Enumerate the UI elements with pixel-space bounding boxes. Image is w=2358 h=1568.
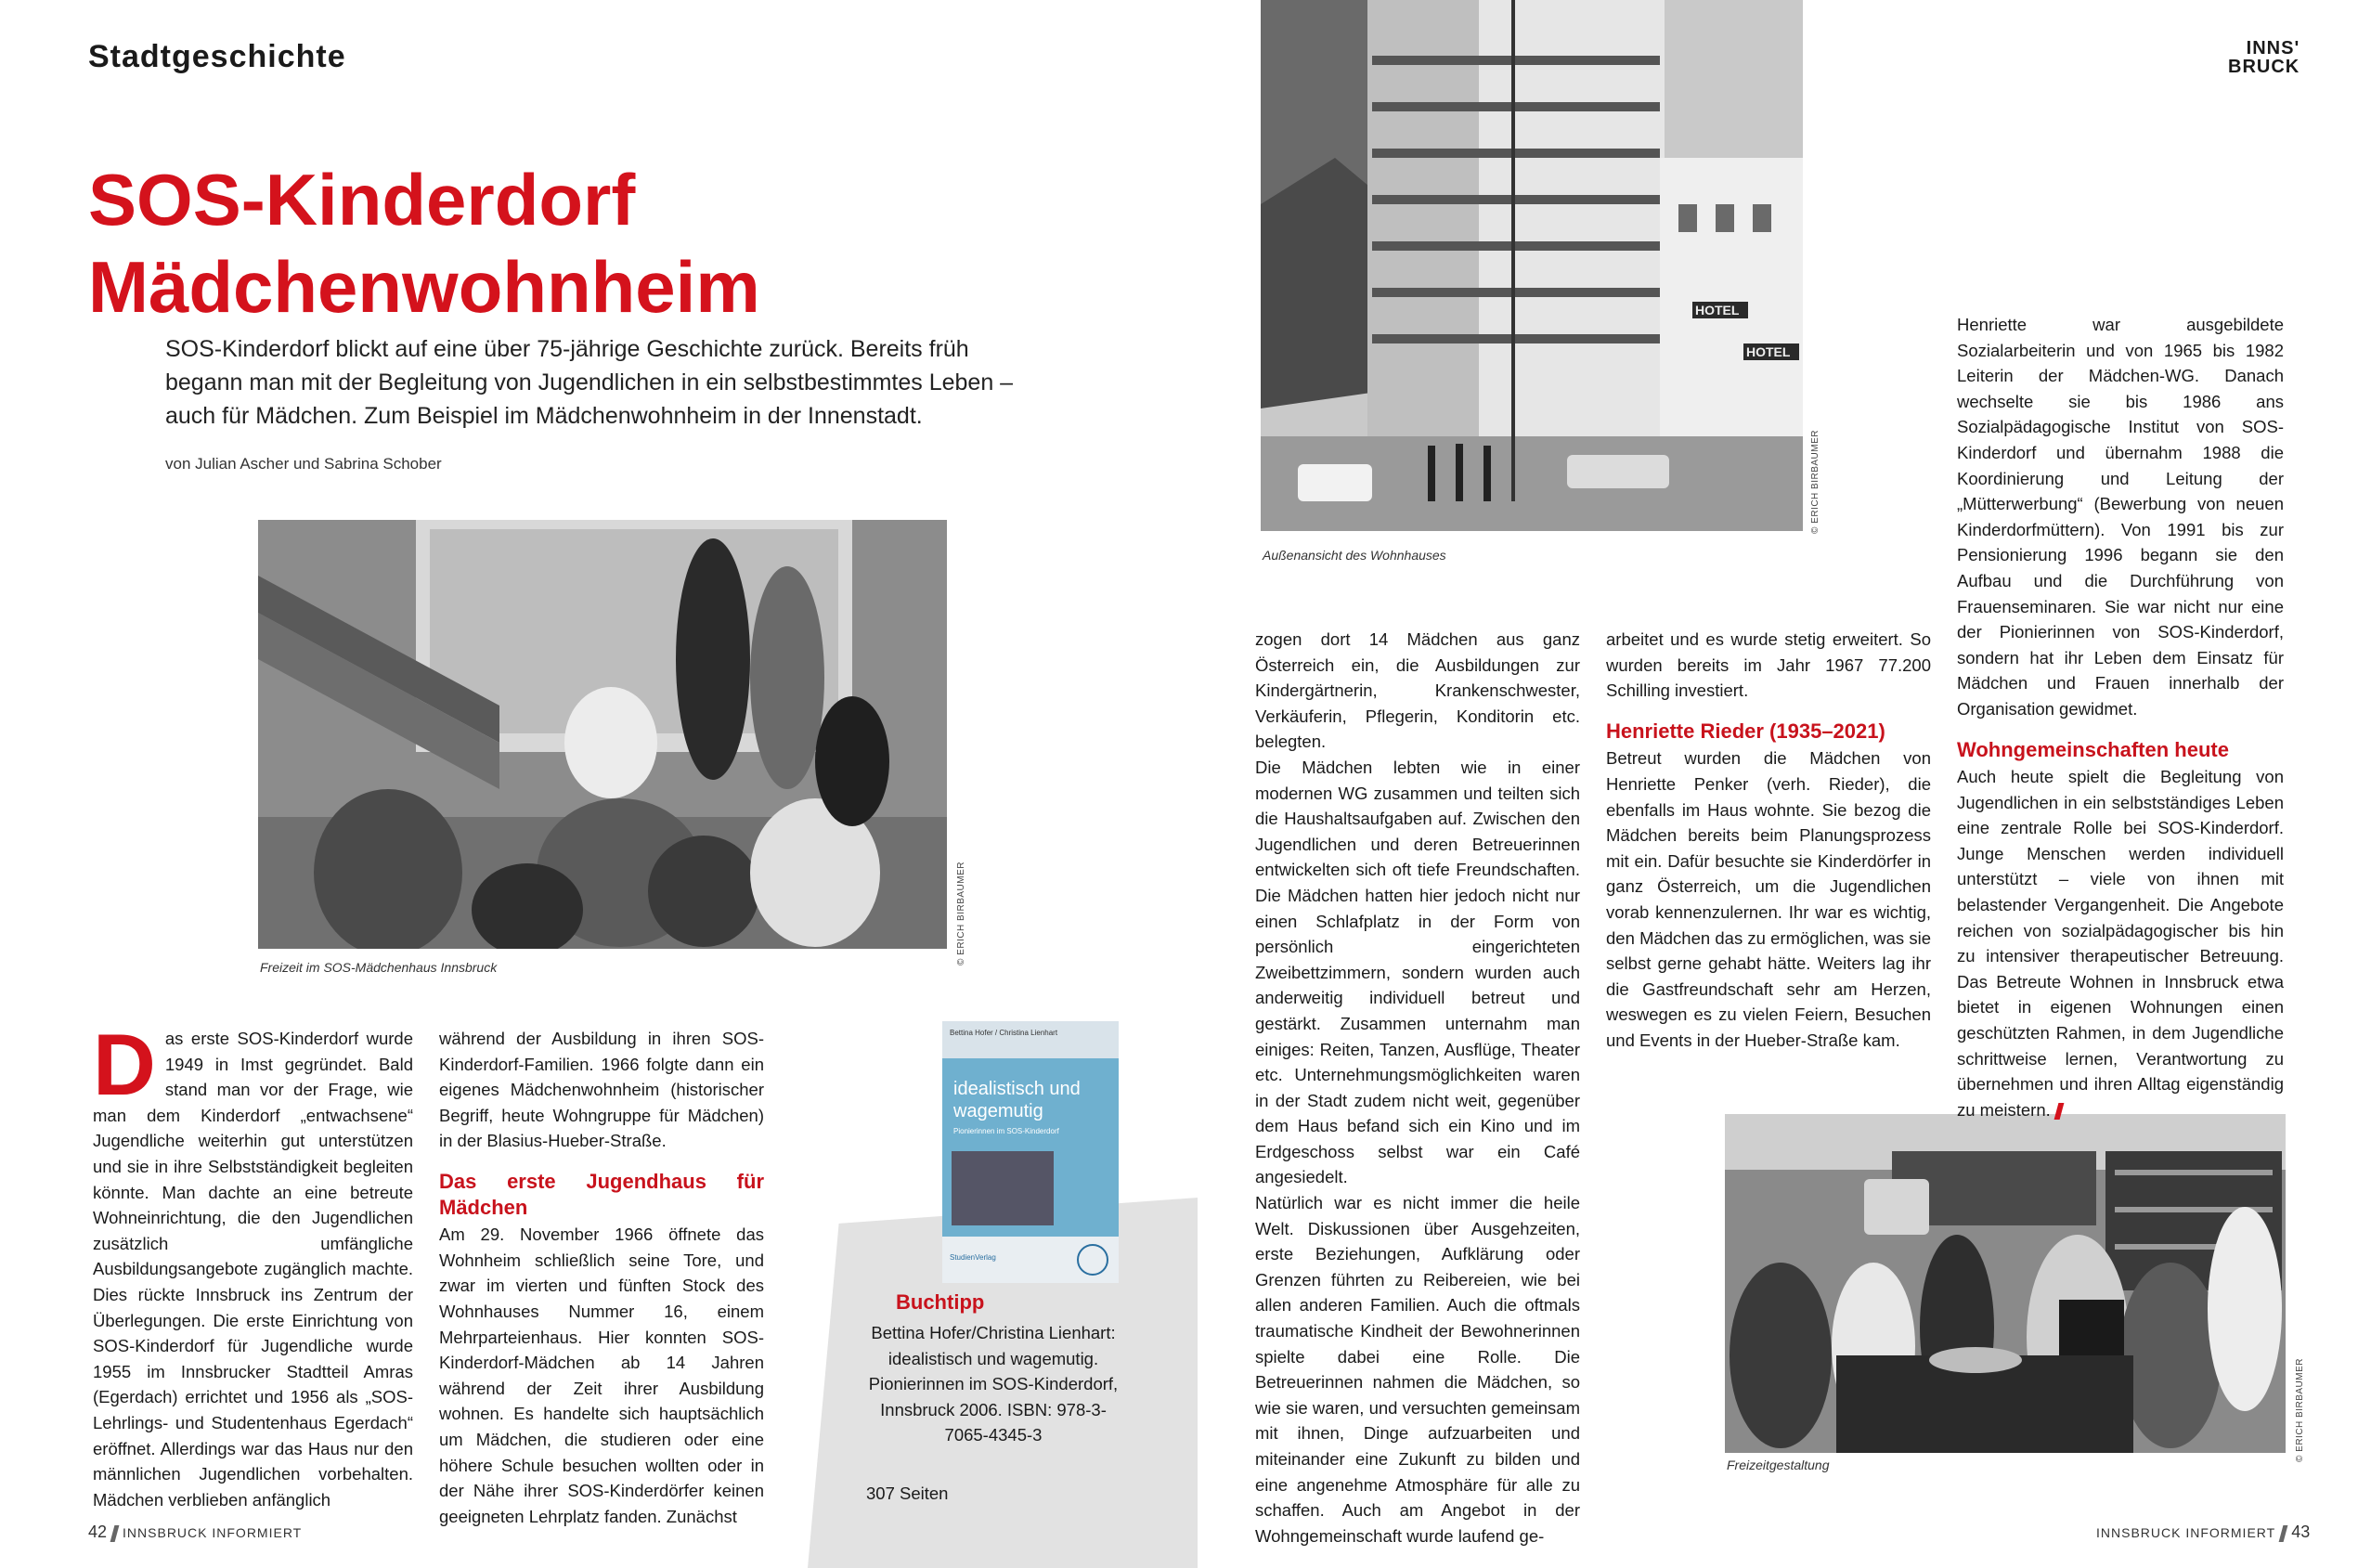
book-cover-authors: Bettina Hofer / Christina Lienhart bbox=[950, 1029, 1058, 1037]
hotel-sign-1: HOTEL bbox=[1695, 303, 1740, 317]
book-cover-publisher: StudienVerlag bbox=[950, 1253, 996, 1262]
booktip-title: Buchtipp bbox=[896, 1290, 985, 1314]
booktip-text: Bettina Hofer/Christina Lienhart: idealistisch und wagemutig. Pionierinnen im SOS-Kinderdorf, Innsbruck 2006. ISBN: 978-3-7065-4345-3 bbox=[868, 1323, 1119, 1445]
article-lead: SOS-Kinderdorf blickt auf eine über 75-jährige Geschichte zurück. Bereits früh begann man mit der Begleitung von Jugendlichen in ein selbstbestimmtes Leben – auch für Mädchen. Zum Beispiel im Mädchenwohnheim in der Innenstadt. bbox=[165, 336, 1014, 429]
col5-text-1: Henriette war ausgebildete Sozialarbeiterin und von 1965 bis 1982 Leiterin der Mädchen-WG. Danach wechselte sie bis 1986 ans Sozialpädagogische Institut von SOS-Kinderdorf und übernahm 1988 die Koordinierung und Leitung der „Mütterwerbung“ (Bewerbung von neuen Kinderdorfmüttern). Von 1991 bis zur Pensionierung 1996 begann sie den Aufbau und die Durchführung von Frauenseminaren. Sie war nicht nur eine der Pionierinnen von SOS-Kinderdorf, sondern hat ihr Leben dem Einsatz für Mädchen und Frauen innerhalb der Organisation gewidmet. bbox=[1957, 315, 2284, 719]
book-cover-title-2: wagemutig bbox=[953, 1101, 1043, 1121]
logo-line-1: INNS' bbox=[2246, 38, 2300, 58]
book-cover bbox=[942, 1021, 1119, 1283]
booktip-pages: 307 Seiten bbox=[866, 1484, 949, 1503]
hotel-sign-2: HOTEL bbox=[1746, 344, 1791, 359]
innsbruck-logo bbox=[2228, 39, 2300, 76]
section-title: Stadtgeschichte bbox=[88, 39, 346, 74]
photo3-credit: © ERICH BIRBAUMER bbox=[2295, 1358, 2305, 1462]
footer-left bbox=[88, 1523, 302, 1542]
book-cover-title-1: idealistisch und bbox=[953, 1079, 1081, 1099]
col3-text-1: zogen dort 14 Mädchen aus ganz Österreich ein, die Ausbildungen zur Kindergärtnerin, Krankenschwester, Verkäuferin, Pflegerin, Konditorin etc. belegten. bbox=[1255, 629, 1580, 752]
logo-line-2: BRUCK bbox=[2228, 57, 2300, 77]
end-mark-icon bbox=[2054, 1103, 2064, 1120]
photo2-credit: © ERICH BIRBAUMER bbox=[1810, 430, 1820, 534]
photo3-caption: Freizeitgestaltung bbox=[1727, 1458, 1830, 1472]
article-title bbox=[88, 156, 760, 330]
separator-icon bbox=[110, 1525, 120, 1542]
col2-text-1: während der Ausbildung in ihren SOS-Kinderdorf-Familien. 1966 folgte dann ein eigenes Mädchenwohnheim (historischer Begriff, heute Wohngruppe für Mädchen) in der Blasius-Hueber-Straße. bbox=[439, 1029, 764, 1151]
col2-text-2: Am 29. November 1966 öffnete das Wohnheim schließlich seine Tore, und zwar im vierten und fünften Stock des Wohnhauses Nummer 16, einem Mehrparteienhaus. Hier konnten SOS-Kinderdorf-Mädchen ab 14 Jahren während der Zeit ihrer Ausbildung wohnen. Es handelte sich hauptsächlich um Mädchen, die studieren oder eine höhere Schule besuchen wollten oder in der Nähe ihrer SOS-Kinderdörfer keinen geeigneten Lehrplatz fanden. Zunächst bbox=[439, 1225, 764, 1526]
photo-building-exterior bbox=[1261, 0, 1803, 531]
separator-icon bbox=[2279, 1525, 2288, 1542]
photo-leisure-activities bbox=[1725, 1114, 2286, 1453]
col2-subhead: Das erste Jugendhaus für Mädchen bbox=[439, 1169, 764, 1219]
column-2 bbox=[439, 1026, 764, 1529]
footer-right bbox=[2096, 1523, 2310, 1542]
photo1-caption: Freizeit im SOS-Mädchenhaus Innsbruck bbox=[260, 960, 498, 975]
col5-text-2: Auch heute spielt die Begleitung von Jugendlichen in ein selbstständiges Leben eine zentrale Rolle bei SOS-Kinderdorf. Junge Menschen werden individuell unterstützt – viele von ihnen mit belastender Vergangenheit. Die Angebote reichen von sozialpädagogischer bis hin zu intensiver therapeutischer Betreuung. Das Betreute Wohnen in Innsbruck etwa bietet in eigenen Wohnungen einen geschützten Rahmen, in dem Jugendliche schrittweise lernen, Verantwortung zu übernehmen und ihren Alltag eigenständig zu meistern. bbox=[1957, 767, 2284, 1120]
col4-subhead: Henriette Rieder (1935–2021) bbox=[1606, 719, 1885, 743]
footer-label-right: INNSBRUCK INFORMIERT bbox=[2096, 1525, 2276, 1540]
footer-label-left: INNSBRUCK INFORMIERT bbox=[123, 1525, 303, 1540]
page-number-left: 42 bbox=[88, 1523, 108, 1541]
col3-text-3: Natürlich war es nicht immer die heile Welt. Diskussionen über Ausgehzeiten, erste Beziehungen, Aufklärung oder Grenzen führten zu Reibereien, wie bei allen anderen Familien. Auch die oftmals traumatische Kindheit der Bewohnerinnen spielte dabei eine Rolle. Die Betreuerinnen nahmen die Mädchen, so wie sie waren, und versuchten gemeinsam mit ihnen, Dinge aufzuarbeiten und miteinander eine Zukunft zu bilden und eine angenehme Atmosphäre für alle zu schaffen. Auch am Angebot in der Wohngemeinschaft wurde laufend ge- bbox=[1255, 1193, 1580, 1546]
photo1-credit: © ERICH BIRBAUMER bbox=[956, 862, 966, 965]
column-4 bbox=[1606, 627, 1931, 1054]
column-5 bbox=[1957, 312, 2284, 1122]
photo-girls-leisure bbox=[258, 520, 947, 949]
col1-text: as erste SOS-Kinderdorf wurde 1949 in Imst gegründet. Bald stand man vor der Frage, wie man dem Kinderdorf „entwachsene“ Jugendliche weiterhin gut unterstützen und sie in ihre Selbstständigkeit begleiten könnte. Man dachte an eine betreute Wohneinrichtung, die den Jugendlichen zusätzlich umfängliche Ausbildungsangebote zugänglich machte. Dies rückte Innsbruck ins Zentrum der Überlegungen. Die erste Einrichtung von SOS-Kinderdorf für Jugendliche wurde 1955 im Innsbrucker Stadtteil Amras (Egerdach) errichtet und 1956 als „SOS-Lehrlings- und Studentenhaus Egerdach“ eröffnet. Allerdings war das Haus nur den männlichen Jugendlichen vorbehalten. Mädchen verblieben anfänglich bbox=[93, 1029, 413, 1510]
column-1 bbox=[93, 1016, 413, 1512]
book-cover-logo-icon bbox=[1077, 1244, 1108, 1276]
title-line-1: SOS-Kinderdorf bbox=[88, 159, 636, 240]
col3-text-2: Die Mädchen lebten wie in einer modernen WG zusammen und teilten sich die Haushaltsaufgaben auf. Zwischen den Jugendlichen und deren Betreuerinnen entwickelten sich oft tiefe Freundschaften. Die Mädchen hatten hier jedoch nicht nur einen Schlafplatz in der Form von persönlich eingerichteten Zweibettzimmern, sondern wurden auch anderweitig individuell betreut und gestärkt. Zusammen unternahm man einiges: Reiten, Tanzen, Ausflüge, Theater etc. Unternehmungsmöglichkeiten waren in der Stadt zudem nicht weit, gegenüber dem Haus befand sich ein Kino und im Erdgeschoss selbst war ein Café angesiedelt. bbox=[1255, 757, 1580, 1187]
photo2-caption: Außenansicht des Wohnhauses bbox=[1263, 548, 1446, 563]
column-3 bbox=[1255, 627, 1580, 1549]
col5-subhead: Wohngemeinschaften heute bbox=[1957, 737, 2229, 761]
col4-text-1: arbeitet und es wurde stetig erweitert. So wurden bereits im Jahr 1967 77.200 Schilling investiert. bbox=[1606, 629, 1931, 701]
page-number-right: 43 bbox=[2291, 1523, 2311, 1541]
article-byline: von Julian Ascher und Sabrina Schober bbox=[165, 455, 442, 473]
col4-text-2: Betreut wurden die Mädchen von Henriette Penker (verh. Rieder), die ebenfalls im Haus wohnte. Sie bezog die Mädchen bereits beim Planungsprozess mit ein. Dafür besuchte sie Kinderdörfer in ganz Österreich, um die Jugendlichen vorab kennenzulernen. Ihr war es wichtig, den Mädchen das zu ermöglichen, was sie selbst gerne gehabt hätte. Weiters lag ihr die Gastfreundschaft sehr am Herzen, weswegen es zu vielen Feiern, Besuchen und Events in der Hueber-Straße kam. bbox=[1606, 748, 1931, 1050]
book-cover-subtitle: Pionierinnen im SOS-Kinderdorf bbox=[953, 1127, 1059, 1135]
title-line-2: Mädchenwohnheim bbox=[88, 246, 760, 328]
drop-cap: D bbox=[93, 1016, 156, 1113]
